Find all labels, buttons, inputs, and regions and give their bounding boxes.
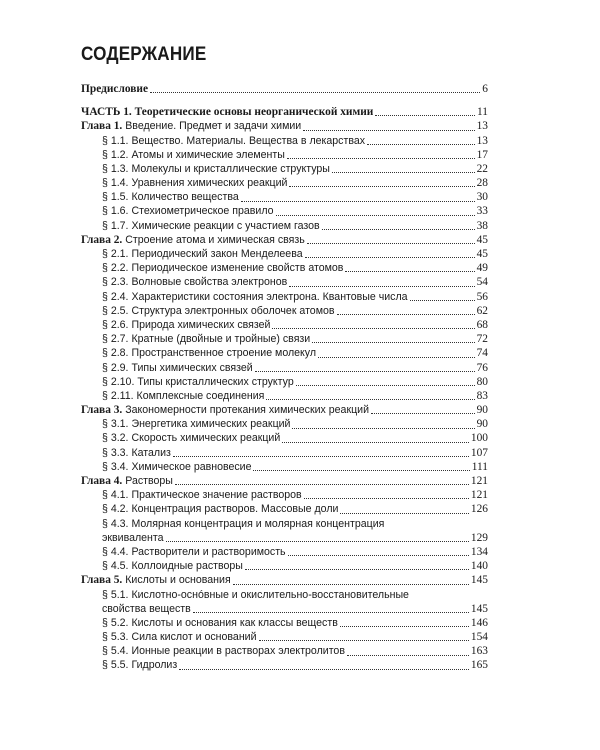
- toc-dot-leader: [303, 129, 474, 131]
- toc-entry-label: [81, 233, 305, 247]
- toc-section-row: [81, 559, 488, 573]
- toc-page-number: 121: [470, 489, 488, 502]
- toc-entry-label: § 1.7. Химические реакции с участием газов: [102, 219, 320, 232]
- toc-page-number: 134: [470, 545, 488, 558]
- toc-dot-leader: [340, 625, 469, 627]
- toc-entry-label: [81, 474, 173, 488]
- toc-dot-leader: [345, 270, 474, 272]
- toc-page-number: 45: [476, 248, 488, 261]
- table-of-contents: [81, 82, 488, 673]
- toc-entry-title: Кислоты и основания: [122, 574, 231, 587]
- toc-section-row: [81, 148, 488, 162]
- toc-entry-label: § 2.1. Периодический закон Менделеева: [102, 248, 303, 261]
- toc-section-row: [81, 432, 488, 446]
- toc-chapter-row: [81, 573, 488, 587]
- toc-entry-label: § 1.3. Молекулы и кристаллические структуры: [102, 162, 330, 175]
- toc-section-row: [81, 375, 488, 389]
- toc-page-number: 33: [476, 205, 488, 218]
- toc-dot-leader: [304, 497, 469, 499]
- toc-entry-label: § 5.4. Ионные реакции в растворах электролитов: [102, 645, 345, 658]
- toc-entry-label: [81, 573, 231, 587]
- toc-section-row: [81, 659, 488, 673]
- toc-entry-label: § 4.5. Коллоидные растворы: [102, 560, 243, 573]
- toc-chapter-row: [81, 119, 488, 133]
- toc-preface-row: [81, 82, 488, 96]
- toc-section-row: [81, 176, 488, 190]
- toc-entry-label: § 1.2. Атомы и химические элементы: [102, 148, 285, 161]
- toc-section-row: [81, 190, 488, 204]
- toc-dot-leader: [371, 412, 475, 414]
- toc-dot-leader: [173, 455, 469, 457]
- toc-section-row: [81, 588, 488, 602]
- toc-section-row: [81, 205, 488, 219]
- toc-section-row: [81, 602, 488, 616]
- toc-entry-label: § 5.1. Кислотно-оснóвные и окислительно-восстановительные: [102, 588, 409, 601]
- toc-page-number: 76: [476, 361, 488, 374]
- toc-page-number: 56: [476, 290, 488, 303]
- toc-entry-title: Закономерности протекания химических реакций: [122, 404, 369, 417]
- toc-entry-label: § 2.2. Периодическое изменение свойств атомов: [102, 262, 344, 275]
- toc-page-number: 17: [476, 148, 488, 161]
- toc-page-number: 129: [470, 531, 488, 544]
- toc-page-number: 140: [470, 560, 488, 573]
- toc-entry-title: Строение атома и химическая связь: [122, 233, 305, 246]
- toc-section-row: [81, 417, 488, 431]
- toc-page-number: 165: [470, 659, 488, 672]
- toc-entry-label: § 2.9. Типы химических связей: [102, 361, 253, 374]
- toc-entry-label: § 1.1. Вещество. Материалы. Вещества в лекарствах: [102, 134, 366, 147]
- toc-section-row: [81, 219, 488, 233]
- toc-entry-label: § 4.4. Растворители и растворимость: [102, 545, 286, 558]
- toc-page-number: 100: [470, 432, 488, 445]
- toc-entry-bold: Глава 1.: [81, 120, 123, 133]
- toc-section-row: [81, 616, 488, 630]
- toc-page-number: 107: [470, 446, 488, 459]
- toc-dot-leader: [266, 398, 474, 400]
- toc-page-number: 38: [476, 219, 488, 232]
- toc-entry-label: § 2.5. Структура электронных оболочек атомов: [102, 304, 335, 317]
- toc-section-row: [81, 446, 488, 460]
- toc-section-row: [81, 361, 488, 375]
- toc-page-number: 83: [476, 389, 488, 402]
- toc-dot-leader: [375, 114, 475, 116]
- toc-entry-label: § 4.2. Концентрация растворов. Массовые доли: [102, 503, 339, 516]
- toc-part-row: [81, 105, 488, 119]
- toc-entry-bold: Глава 2.: [81, 233, 123, 246]
- toc-page-number: 45: [476, 233, 488, 246]
- toc-page-number: 154: [470, 631, 488, 644]
- toc-entry-label: эквивалента: [102, 531, 164, 544]
- toc-dot-leader: [340, 512, 468, 514]
- toc-chapter-row: [81, 403, 488, 417]
- toc-page-number: 74: [476, 347, 488, 360]
- toc-dot-leader: [332, 171, 475, 173]
- toc-dot-leader: [410, 299, 475, 301]
- toc-page-number: 90: [476, 418, 488, 431]
- toc-entry-label: § 2.3. Волновые свойства электронов: [102, 276, 288, 289]
- toc-entry-label: § 4.1. Практическое значение растворов: [102, 489, 302, 502]
- toc-dot-leader: [175, 483, 469, 485]
- toc-section-row: [81, 346, 488, 360]
- toc-section-row: [81, 531, 488, 545]
- toc-entry-label: § 3.2. Скорость химических реакций: [102, 432, 281, 445]
- toc-dot-leader: [255, 370, 475, 372]
- toc-page-number: 22: [476, 162, 488, 175]
- toc-dot-leader: [312, 341, 474, 343]
- toc-page-number: 62: [476, 304, 488, 317]
- page-title: СОДЕРЖАНИЕ: [81, 44, 207, 65]
- toc-entry-label: § 1.5. Количество вещества: [102, 191, 239, 204]
- toc-dot-leader: [193, 611, 469, 613]
- toc-entry-label: § 2.6. Природа химических связей: [102, 318, 271, 331]
- toc-page-number: 54: [476, 276, 488, 289]
- toc-section-row: [81, 389, 488, 403]
- toc-entry-label: § 5.5. Гидролиз: [102, 659, 178, 672]
- toc-dot-leader: [282, 441, 469, 443]
- toc-dot-leader: [241, 200, 475, 202]
- toc-dot-leader: [259, 639, 469, 641]
- toc-dot-leader: [179, 668, 469, 670]
- toc-entry-label: § 2.4. Характеристики состояния электрона. Квантовые числа: [102, 290, 408, 303]
- toc-entry-label: § 2.10. Типы кристаллических структур: [102, 375, 294, 388]
- toc-section-row: [81, 290, 488, 304]
- toc-section-row: [81, 247, 488, 261]
- toc-section-row: [81, 134, 488, 148]
- toc-dot-leader: [307, 242, 475, 244]
- toc-page-number: 72: [476, 333, 488, 346]
- toc-entry-label: § 3.3. Катализ: [102, 446, 171, 459]
- toc-page-number: 163: [470, 645, 488, 658]
- toc-page-number: 13: [476, 120, 488, 133]
- toc-entry-bold: Глава 4.: [81, 475, 123, 488]
- toc-section-row: [81, 318, 488, 332]
- toc-dot-leader: [150, 91, 480, 93]
- toc-dot-leader: [233, 583, 469, 585]
- toc-dot-leader: [166, 540, 469, 542]
- toc-dot-leader: [245, 568, 469, 570]
- toc-page-number: 68: [476, 318, 488, 331]
- toc-section-row: [81, 502, 488, 516]
- toc-chapter-row: [81, 233, 488, 247]
- toc-section-row: [81, 488, 488, 502]
- toc-section-row: [81, 304, 488, 318]
- toc-section-row: [81, 332, 488, 346]
- toc-dot-leader: [276, 214, 475, 216]
- toc-page-number: 6: [482, 82, 488, 95]
- toc-dot-leader: [305, 256, 475, 258]
- toc-entry-label: § 4.3. Молярная концентрация и молярная концентрация: [102, 517, 385, 530]
- toc-entry-label: [81, 105, 373, 119]
- toc-entry-bold: Предисловие: [81, 82, 149, 95]
- toc-entry-label: [81, 403, 369, 417]
- toc-entry-label: § 5.2. Кислоты и основания как классы веществ: [102, 616, 338, 629]
- toc-page-number: 146: [470, 616, 488, 629]
- toc-dot-leader: [288, 554, 469, 556]
- toc-dot-leader: [292, 427, 474, 429]
- toc-page-number: 80: [476, 375, 488, 388]
- toc-section-row: [81, 517, 488, 531]
- toc-dot-leader: [289, 185, 474, 187]
- toc-entry-label: § 2.11. Комплексные соединения: [102, 389, 265, 402]
- toc-chapter-row: [81, 474, 488, 488]
- toc-entry-label: § 2.8. Пространственное строение молекул: [102, 347, 317, 360]
- toc-dot-leader: [296, 384, 475, 386]
- toc-page-number: 145: [470, 602, 488, 615]
- toc-section-row: [81, 275, 488, 289]
- toc-entry-label: § 3.1. Энергетика химических реакций: [102, 418, 291, 431]
- toc-dot-leader: [337, 313, 475, 315]
- toc-entry-bold: ЧАСТЬ 1. Теоретические основы неорганической химии: [81, 106, 374, 119]
- toc-page-number: 90: [476, 404, 488, 417]
- toc-dot-leader: [318, 356, 475, 358]
- toc-section-row: [81, 162, 488, 176]
- toc-section-row: [81, 460, 488, 474]
- toc-entry-title: Введение. Предмет и задачи химии: [122, 120, 302, 133]
- toc-page-number: 30: [476, 191, 488, 204]
- toc-section-row: [81, 261, 488, 275]
- toc-page-number: 111: [471, 460, 488, 473]
- toc-section-row: [81, 644, 488, 658]
- toc-entry-label: § 2.7. Кратные (двойные и тройные) связи: [102, 333, 311, 346]
- toc-entry-label: § 5.3. Сила кислот и оснований: [102, 631, 257, 644]
- toc-dot-leader: [367, 143, 475, 145]
- toc-dot-leader: [253, 469, 469, 471]
- toc-entry-bold: Глава 3.: [81, 404, 123, 417]
- toc-entry-bold: Глава 5.: [81, 574, 123, 587]
- toc-dot-leader: [289, 285, 474, 287]
- toc-entry-label: [81, 82, 148, 96]
- toc-page-number: 126: [470, 503, 488, 516]
- toc-entry-label: свойства веществ: [102, 602, 191, 615]
- toc-dot-leader: [322, 228, 475, 230]
- toc-entry-title: Растворы: [122, 475, 173, 488]
- toc-page-number: 121: [470, 475, 488, 488]
- toc-entry-label: § 1.6. Стехиометрическое правило: [102, 205, 274, 218]
- toc-entry-label: § 3.4. Химическое равновесие: [102, 460, 252, 473]
- toc-dot-leader: [272, 327, 474, 329]
- toc-page-number: 28: [476, 177, 488, 190]
- toc-page-number: 49: [476, 262, 488, 275]
- toc-page-number: 11: [477, 106, 488, 119]
- toc-dot-leader: [287, 157, 475, 159]
- toc-dot-leader: [347, 654, 469, 656]
- toc-page-number: 145: [470, 574, 488, 587]
- toc-section-row: [81, 545, 488, 559]
- toc-entry-label: [81, 119, 301, 133]
- toc-section-row: [81, 630, 488, 644]
- toc-entry-label: § 1.4. Уравнения химических реакций: [102, 177, 288, 190]
- toc-page-number: 13: [476, 134, 488, 147]
